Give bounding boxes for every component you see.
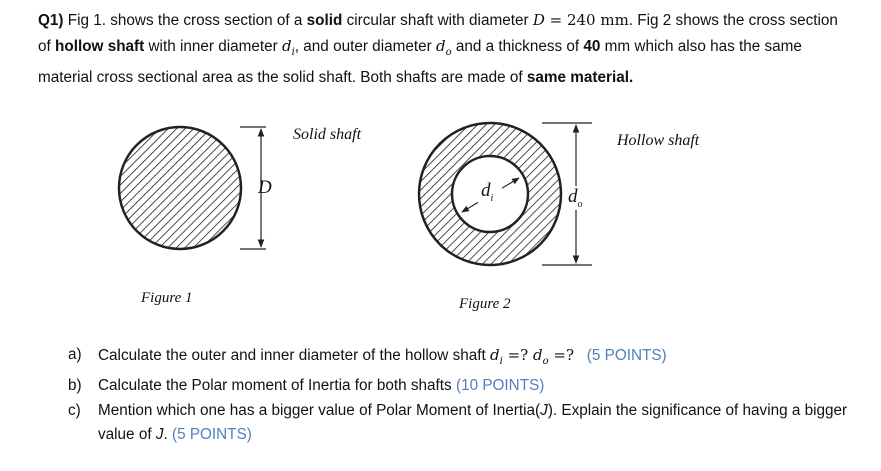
symbol-di	[281, 36, 295, 58]
bold-hollow-shaft: hollow shaft	[55, 37, 145, 55]
bold-thickness: 40	[583, 37, 601, 55]
points-badge: (5 POINTS)	[171, 426, 252, 444]
symbol-base: d	[490, 346, 500, 364]
symbol-sub: i	[490, 192, 494, 204]
part-c	[68, 399, 858, 448]
text-span: .	[163, 426, 172, 444]
figure-1-caption: Figure 1	[141, 290, 193, 306]
part-letter: a)	[68, 346, 82, 363]
dimension-D-label: D	[258, 177, 272, 198]
question-number: Q1)	[38, 12, 64, 29]
symbol-sub: o	[577, 198, 583, 210]
symbol-J: J	[155, 426, 164, 444]
text-span: =?	[502, 346, 533, 364]
symbol-base: d	[435, 36, 446, 55]
points-badge: (5 POINTS)	[586, 347, 667, 364]
text-span: with inner diameter	[144, 37, 282, 55]
symbol-di	[490, 346, 503, 367]
part-text	[98, 374, 858, 398]
figures-diagram	[0, 118, 881, 328]
text-span: =?	[548, 346, 575, 364]
symbol-base: d	[568, 186, 578, 207]
symbol-base: d	[481, 180, 491, 201]
diameter-value: = 240 mm	[544, 11, 629, 29]
dimension-di-label	[481, 180, 493, 204]
part-letter: c)	[68, 401, 81, 419]
question-statement	[38, 8, 853, 90]
symbol-D: D	[532, 11, 545, 29]
text-span: . Fig 2 shows the cross section of	[38, 12, 838, 55]
text-span: and a thickness of	[451, 37, 584, 55]
bold-solid: solid	[306, 12, 343, 29]
text-span: Mention which one has a bigger value of Polar Moment of Inertia(	[98, 401, 541, 419]
symbol-sub: i	[499, 356, 503, 367]
text-span: , and outer diameter	[294, 37, 436, 55]
text-span: circular shaft with diameter	[342, 12, 533, 29]
text-span: Calculate the Polar moment of Inertia for both shafts	[98, 377, 456, 395]
text-span: ). Explain the significance of having a bigger value of	[98, 401, 848, 444]
symbol-sub: o	[542, 356, 549, 367]
symbol-base: d	[281, 36, 292, 55]
part-text	[98, 399, 858, 448]
solid-shaft-label: Solid shaft	[293, 126, 362, 143]
points-badge: (10 POINTS)	[455, 377, 545, 395]
symbol-sub: i	[291, 46, 295, 58]
solid-shaft-section	[119, 127, 241, 249]
part-letter: b)	[68, 377, 82, 395]
symbol-base: d	[532, 346, 543, 364]
figure-2-caption: Figure 2	[459, 296, 511, 312]
question-parts	[68, 343, 858, 448]
bold-same-material: same material.	[526, 68, 634, 86]
symbol-do	[435, 36, 452, 58]
symbol-J: J	[540, 401, 548, 419]
text-span: Calculate the outer and inner diameter of the hollow shaft	[98, 347, 491, 364]
text-span: Fig 1. shows the cross section of a	[63, 12, 307, 29]
dimension-do-label	[566, 186, 585, 210]
symbol-sub: o	[445, 46, 452, 58]
text-span: mm which also has the same material cross sectional area as the solid shaft. Both shafts are made of	[38, 37, 802, 86]
part-a	[68, 343, 858, 374]
symbol-do	[532, 346, 549, 367]
part-text	[98, 343, 858, 374]
part-b	[68, 374, 858, 398]
hollow-shaft-label: Hollow shaft	[617, 132, 700, 149]
